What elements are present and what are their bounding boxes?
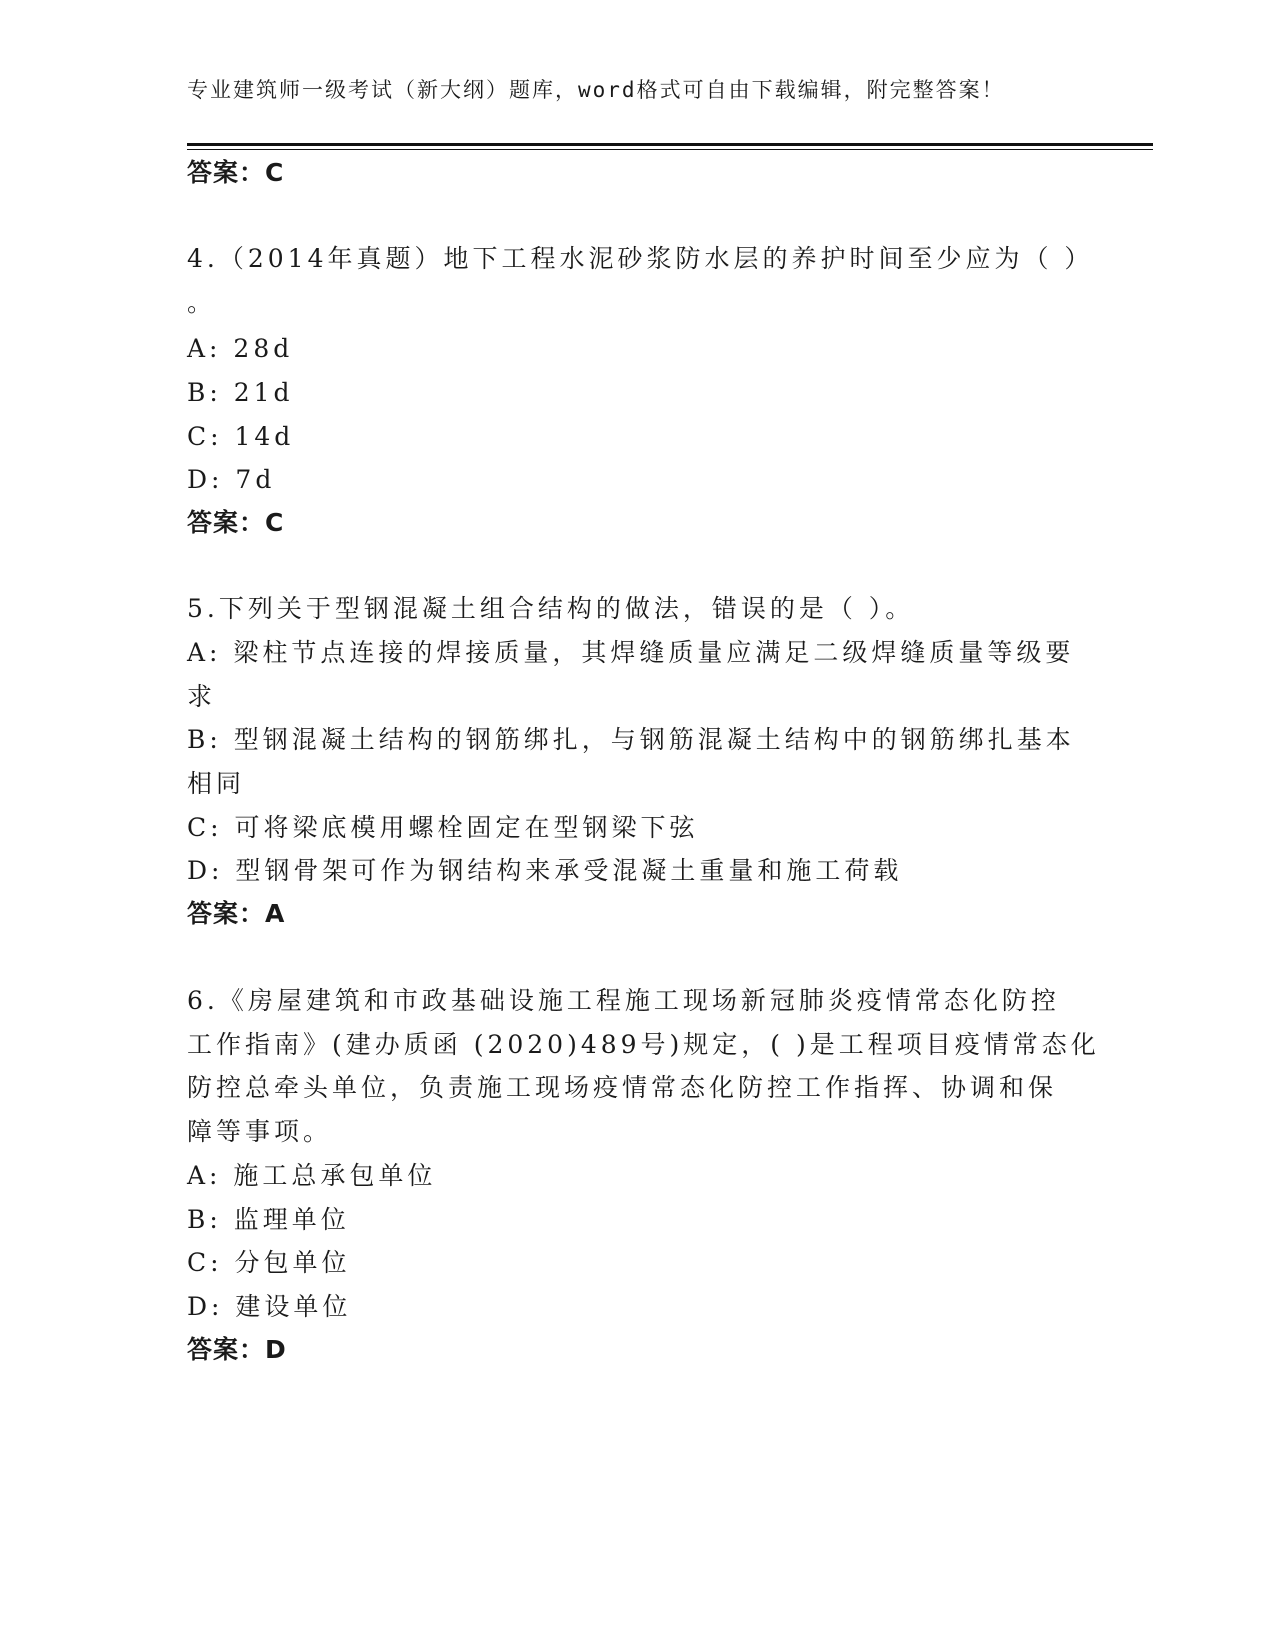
q4-option-c: C: 14d <box>187 422 295 451</box>
q5-option-c: C: 可将梁底模用螺栓固定在型钢梁下弦 <box>187 813 699 842</box>
header-divider-thin <box>187 149 1153 150</box>
q4-answer: 答案：C <box>187 508 285 537</box>
previous-answer: 答案：C <box>187 158 285 187</box>
q6-answer: 答案：D <box>187 1335 287 1364</box>
q5-option-a-line1: A: 梁柱节点连接的焊接质量，其焊缝质量应满足二级焊缝质量等级要 <box>187 638 1075 667</box>
q4-option-a: A: 28d <box>187 334 294 363</box>
q6-stem-line3: 防控总牵头单位，负责施工现场疫情常态化防控工作指挥、协调和保 <box>187 1073 1058 1102</box>
q5-option-b-line2: 相同 <box>187 769 246 798</box>
q4-option-d: D: 7d <box>187 465 276 494</box>
q6-option-d: D: 建设单位 <box>187 1292 352 1321</box>
header-divider-thick <box>187 143 1153 146</box>
q6-option-b: B: 监理单位 <box>187 1205 350 1234</box>
q4-stem-line2: 。 <box>187 288 217 317</box>
q5-stem: 5.下列关于型钢混凝土组合结构的做法，错误的是（ ）。 <box>187 594 915 623</box>
q4-option-b: B: 21d <box>187 378 294 407</box>
q6-stem-line1: 6.《房屋建筑和市政基础设施工程施工现场新冠肺炎疫情常态化防控 <box>187 986 1060 1015</box>
q5-option-b-line1: B: 型钢混凝土结构的钢筋绑扎，与钢筋混凝土结构中的钢筋绑扎基本 <box>187 725 1075 754</box>
q6-option-a: A: 施工总承包单位 <box>187 1161 437 1190</box>
q6-option-c: C: 分包单位 <box>187 1248 351 1277</box>
q5-option-d: D: 型钢骨架可作为钢结构来承受混凝土重量和施工荷载 <box>187 856 903 885</box>
q6-stem-line2: 工作指南》(建办质函 (2020)489号)规定，( )是工程项目疫情常态化 <box>187 1030 1100 1059</box>
q5-option-a-line2: 求 <box>187 682 217 711</box>
q4-stem-line1: 4.（2014年真题）地下工程水泥砂浆防水层的养护时间至少应为（ ） <box>187 244 1094 273</box>
document-header: 专业建筑师一级考试（新大纲）题库，word格式可自由下载编辑，附完整答案！ <box>187 78 1005 102</box>
q5-answer: 答案：A <box>187 899 286 928</box>
q6-stem-line4: 障等事项。 <box>187 1117 333 1146</box>
